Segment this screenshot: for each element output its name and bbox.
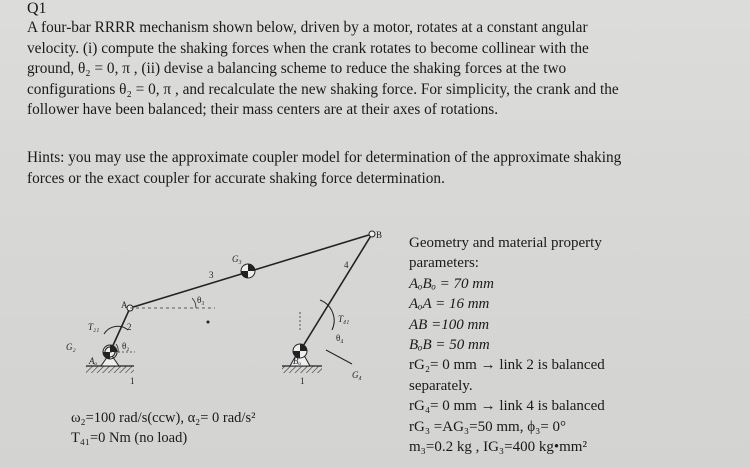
reference-dot [207,321,210,324]
property-line: Geometry and material property [409,235,602,251]
property-line: AB =100 mm [409,316,490,333]
hint-line: Hints: you may use the approximate coupler model for determination of the approximate shaking [27,149,622,166]
label-link3: 3 [209,270,214,280]
condition-line: ω₂=100 rad/s(ccw), α₂= 0 rad/s² [71,410,256,426]
property-line: separately. [409,377,473,394]
problem-line: ground, θ₂ = 0, π , (ii) devise a balancing scheme to reduce the shaking forces at the two [27,60,567,77]
label-t41: T₄₁ [338,314,350,324]
hints-statement [27,148,732,189]
label-link4: 4 [344,260,349,270]
label-g4: G₄ [352,370,362,380]
property-line: AₒBₒ = 70 mm [409,275,494,292]
problem-line: velocity. (i) compute the shaking forces when the crank rotates to become collinear with the [27,39,589,57]
label-bo: Bₒ [293,356,302,366]
g4-leader-line [326,350,352,364]
problem-statement [27,18,732,121]
label-ground-right: 1 [300,376,305,386]
torque-t21-arrow [104,326,128,334]
property-line: parameters: [409,255,479,272]
label-ground-left: 1 [130,376,135,386]
property-line: rG₄= 0 mm → link 4 is balanced [409,398,605,415]
property-line: m₃=0.2 kg , IG₃=400 kg•mm² [409,439,587,456]
label-b: B [376,230,383,240]
condition-line: T₄₁=0 Nm (no load) [71,430,188,446]
geometry-properties [409,233,739,457]
mass-center-g3-icon [241,264,255,278]
ground-hatch-right [282,366,322,373]
label-ao: Aₒ [89,356,98,366]
label-theta3: θ₃ [197,295,205,305]
operating-conditions [71,408,255,448]
mechanism-diagram [0,225,410,395]
label-t21: T₂₁ [88,322,100,332]
hint-line: forces or the exact coupler for accurate shaking force determination. [27,169,445,187]
label-theta2: θ₂ [122,341,130,351]
question-number: Q1 [27,0,47,17]
property-line: rG₂= 0 mm → link 2 is balanced [409,357,605,374]
label-theta4: θ₄ [336,333,344,343]
label-g3: G₃ [232,254,242,264]
problem-line: configurations θ₂ = 0, π , and recalculate the new shaking force. For simplicity, the crank and the [27,80,619,98]
problem-line: A four-bar RRRR mechanism shown below, driven by a motor, rotates at a constant angular [27,19,588,36]
problem-line: follower have been balanced; their mass centers are at their axes of rotations. [27,101,499,118]
ground-hatch-left [86,366,134,373]
property-line: BₒB = 50 mm [409,337,490,354]
label-a: A [121,300,128,310]
property-line: AₒA = 16 mm [409,296,490,313]
property-line: rG₃ =AG₃=50 mm, ϕ₃= 0° [409,418,567,435]
theta3-arc [192,298,196,308]
joint-b [369,231,375,237]
label-link2: 2 [127,322,132,332]
label-g2: G₂ [66,342,76,352]
